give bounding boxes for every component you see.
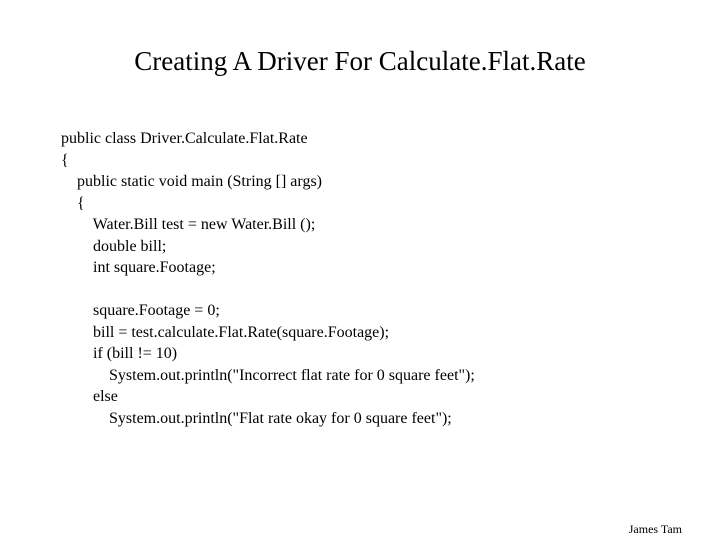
code-line-class-declaration: public class Driver.Calculate.Flat.Rate bbox=[61, 130, 308, 147]
slide-title: Creating A Driver For Calculate.Flat.Rate bbox=[134, 46, 586, 76]
code-line-else: else bbox=[61, 388, 118, 405]
code-line-new-waterbill: Water.Bill test = new Water.Bill (); bbox=[61, 216, 316, 233]
code-line-call-calculate: bill = test.calculate.Flat.Rate(square.Footage); bbox=[61, 323, 390, 341]
code-line-class-open-brace: { bbox=[61, 151, 69, 169]
code-block bbox=[61, 128, 475, 429]
code-line-print-incorrect: System.out.println("Incorrect flat rate for 0 square feet"); bbox=[61, 366, 475, 384]
code-line-blank bbox=[61, 279, 475, 301]
code-line-int-square-footage: int square.Footage; bbox=[61, 259, 216, 276]
code-line-print-okay: System.out.println("Flat rate okay for 0 square feet"); bbox=[61, 409, 452, 427]
code-line-main-open-brace: { bbox=[61, 194, 85, 212]
footer-author: James Tam bbox=[628, 522, 682, 536]
code-line-double-bill: double bill; bbox=[61, 237, 167, 255]
code-line-if-condition: if (bill != 10) bbox=[61, 345, 178, 362]
code-line-assign-square-footage: square.Footage = 0; bbox=[61, 302, 220, 319]
code-line-main-declaration: public static void main (String [] args) bbox=[61, 173, 322, 190]
